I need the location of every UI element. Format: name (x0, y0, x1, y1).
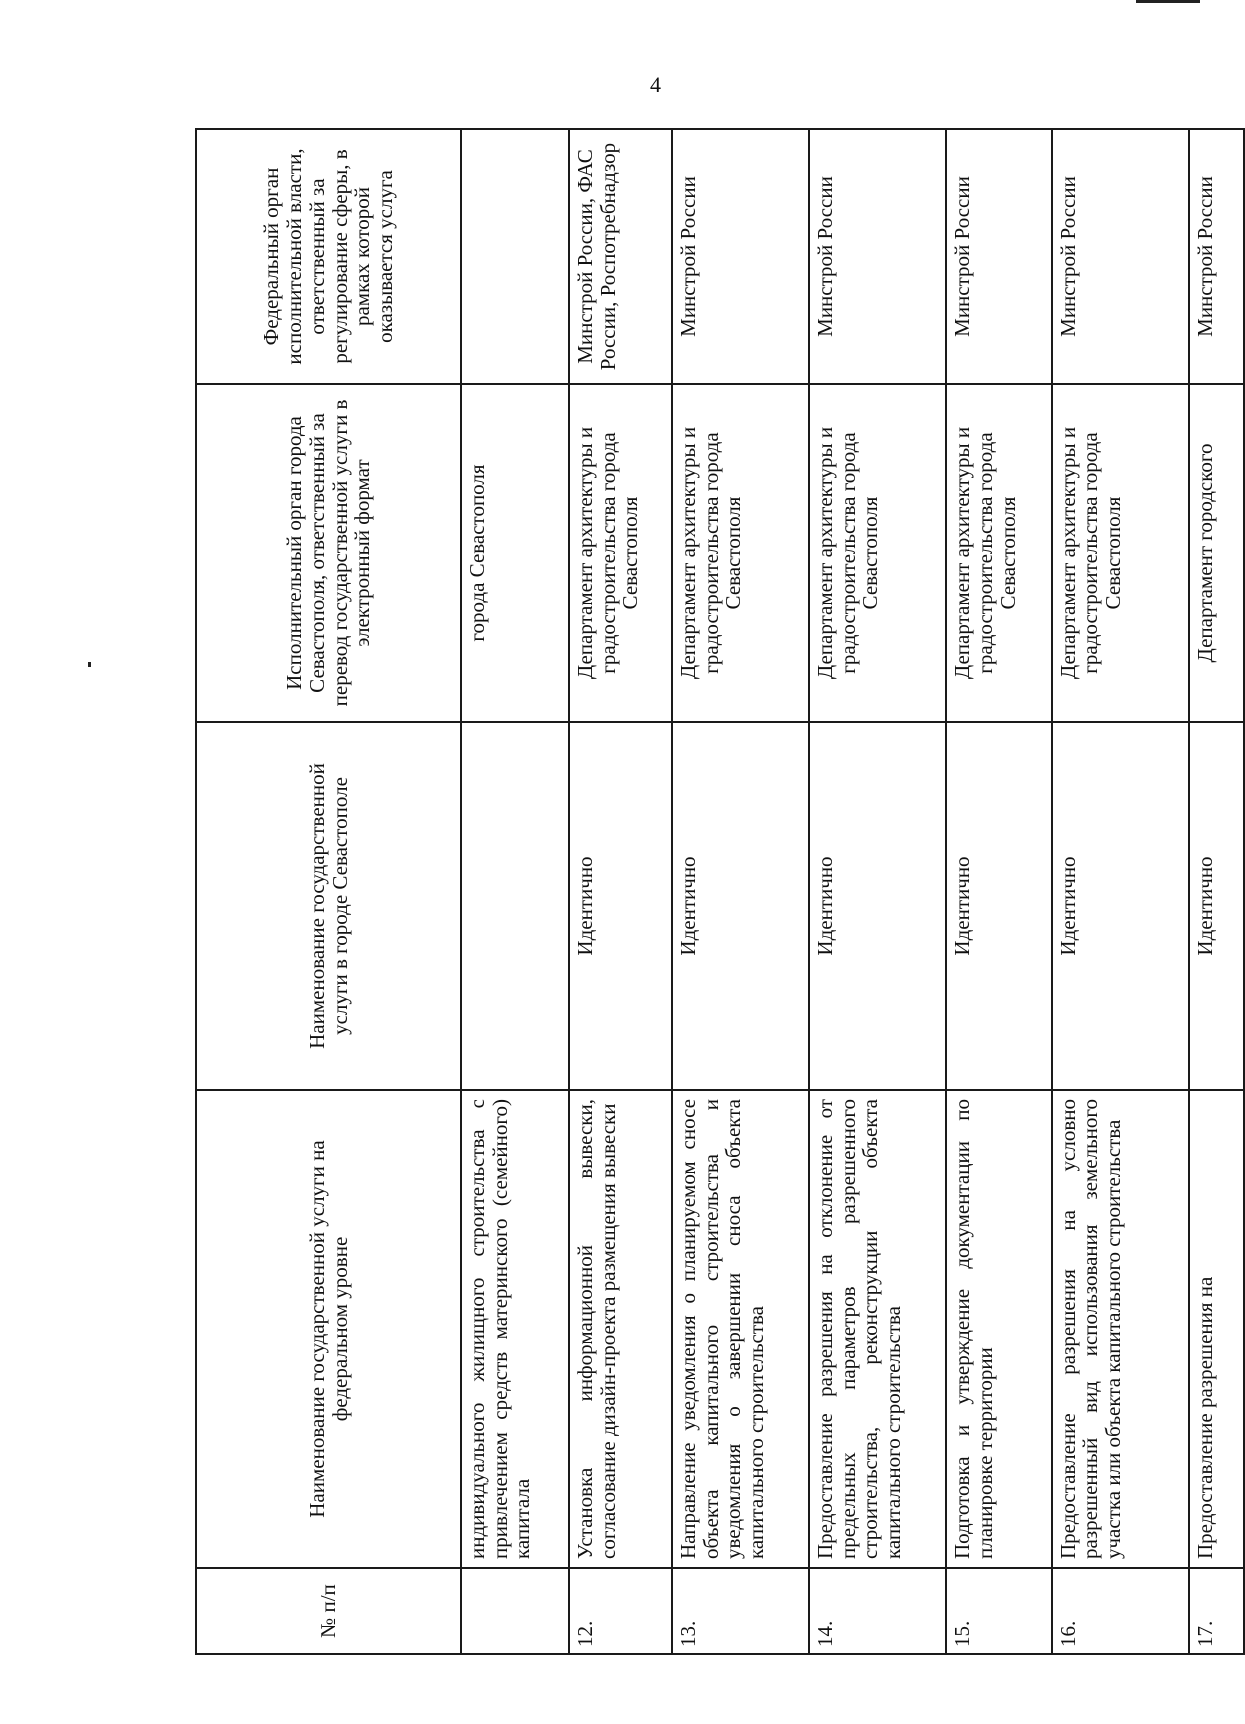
table-row (1189, 129, 1244, 1654)
cell-federal-service: Предоставление разрешения на условно разрешенный вид использования земельного участка или объекта капитального строительства (1052, 1090, 1189, 1568)
cell-executive-body: города Севастополя (461, 384, 569, 722)
header-sevastopol-service: Наименование государственной услуги в городе Севастополе (196, 722, 461, 1090)
cell-sevastopol-service: Идентично (672, 722, 809, 1090)
cell-sevastopol-service: Идентично (946, 722, 1051, 1090)
cell-executive-body: Департамент городского (1189, 384, 1244, 722)
cell-federal-body: Минстрой России (1052, 129, 1189, 384)
services-table (195, 128, 1245, 1655)
cell-federal-body: Минстрой России, ФАС России, Роспотребнадзор (569, 129, 672, 384)
header-federal-body: Федеральный орган исполнительной власти, ответственный за регулирование сферы, в рамках которой оказывается услуга (196, 129, 461, 384)
table-row (809, 129, 946, 1654)
cell-federal-body: Минстрой России (946, 129, 1051, 384)
cell-sevastopol-service: Идентично (569, 722, 672, 1090)
cell-federal-service: Установка информационной вывески, согласование дизайн-проекта размещения вывески (569, 1090, 672, 1568)
cell-num (461, 1568, 569, 1654)
rotated-table-container (195, 130, 1245, 1655)
table-row (569, 129, 672, 1654)
table-row (946, 129, 1051, 1654)
cell-executive-body: Департамент архитектуры и градостроительства города Севастополя (672, 384, 809, 722)
cell-sevastopol-service: Идентично (1189, 722, 1244, 1090)
cell-federal-service: Предоставление разрешения на отклонение от предельных параметров разрешенного строительства, реконструкции объекта капитального строительства (809, 1090, 946, 1568)
cell-federal-service: индивидуального жилищного строительства с привлечением средств материнского (семейного) капитала (461, 1090, 569, 1568)
cell-federal-body: Минстрой России (809, 129, 946, 384)
table-row (1052, 129, 1189, 1654)
cell-executive-body: Департамент архитектуры и градостроительства города Севастополя (569, 384, 672, 722)
cell-num: 15. (946, 1568, 1051, 1654)
table-row (672, 129, 809, 1654)
cell-num: 12. (569, 1568, 672, 1654)
cell-federal-body (461, 129, 569, 384)
scan-edge-mark (1136, 0, 1200, 3)
table-header-row (196, 129, 461, 1654)
cell-executive-body: Департамент архитектуры и градостроительства города Севастополя (946, 384, 1051, 722)
header-federal-service: Наименование государственной услуги на федеральном уровне (196, 1090, 461, 1568)
cell-executive-body: Департамент архитектуры и градостроительства города Севастополя (809, 384, 946, 722)
cell-executive-body: Департамент архитектуры и градостроительства города Севастополя (1052, 384, 1189, 722)
cell-sevastopol-service: Идентично (809, 722, 946, 1090)
scan-dot (88, 662, 91, 667)
cell-federal-service: Подготовка и утверждение документации по планировке территории (946, 1090, 1051, 1568)
cell-num: 14. (809, 1568, 946, 1654)
cell-federal-service: Предоставление разрешения на (1189, 1090, 1244, 1568)
header-num: № п/п (196, 1568, 461, 1654)
cell-federal-body: Минстрой России (1189, 129, 1244, 384)
cell-federal-service: Направление уведомления о планируемом сносе объекта капитального строительства и уведомления о завершении сноса объекта капитального строительства (672, 1090, 809, 1568)
cell-num: 13. (672, 1568, 809, 1654)
header-executive-body: Исполнительный орган города Севастополя, ответственный за перевод государственной услуги в электронный формат (196, 384, 461, 722)
cell-sevastopol-service: Идентично (1052, 722, 1189, 1090)
cell-num: 16. (1052, 1568, 1189, 1654)
table-row-continuation (461, 129, 569, 1654)
cell-sevastopol-service (461, 722, 569, 1090)
cell-num: 17. (1189, 1568, 1244, 1654)
page-number: 4 (650, 72, 661, 97)
cell-federal-body: Минстрой России (672, 129, 809, 384)
